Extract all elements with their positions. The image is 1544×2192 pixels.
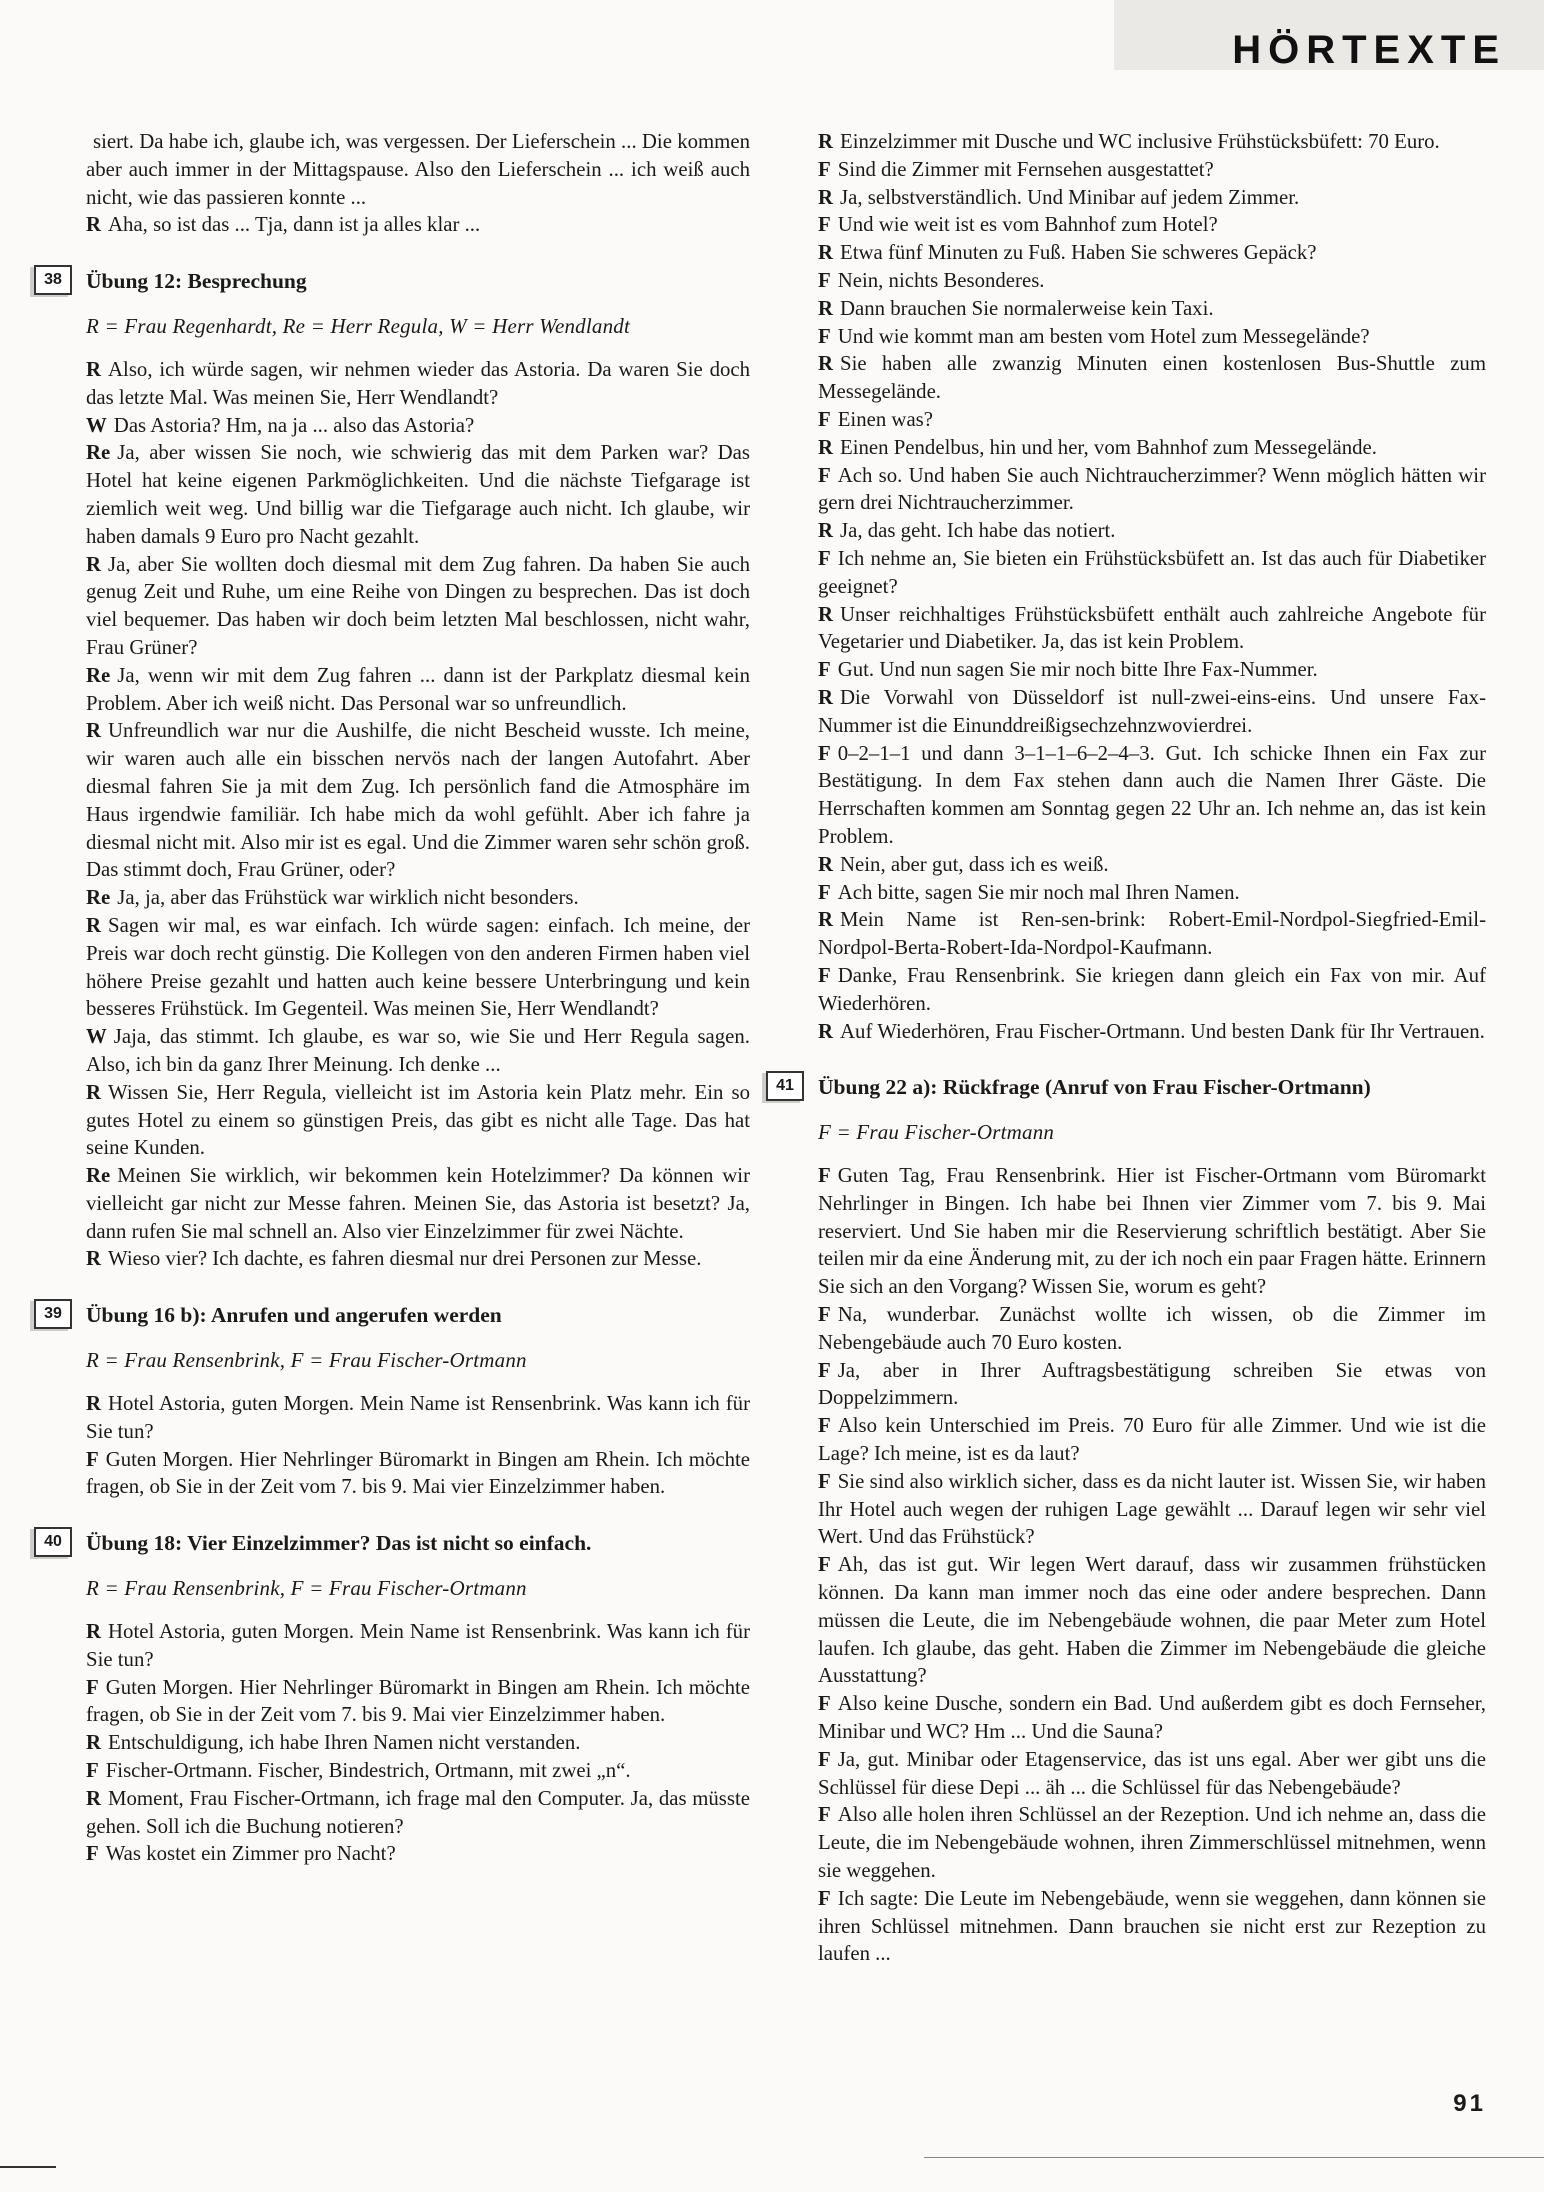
dialogue-text: Nein, nichts Besonderes. [837,268,1045,292]
speaker-label: R [818,296,834,320]
dialogue-line [86,439,750,550]
dialogue-text: Die Vorwahl von Düsseldorf ist null-zwei-eins-eins. Und unsere Fax-Nummer ist die Einunddreißigsechzehnzwovierdrei. [818,685,1486,737]
speaker-label: F [818,1553,831,1577]
section-heading [44,267,750,296]
dialogue-line [86,1446,750,1502]
speaker-label: F [818,1692,831,1716]
dialogue-text: Also alle holen ihren Schlüssel an der Rezeption. Und ich nehme an, dass die Leute, die im Nebengebäude wohnen, ihren Zimmerschlüssel mitnehmen, wenn sie weggehen. [818,1803,1486,1883]
dialogue-line [818,879,1486,907]
dialogue-line [818,1690,1486,1746]
dialogue-line [818,434,1486,462]
speaker-label: F [818,268,831,292]
dialogue-text: Ja, gut. Minibar oder Etagenservice, das ist uns egal. Aber wer gibt uns die Schlüssel für diese Depi ... äh ... die Schlüssel für das Nebengebäude? [818,1747,1486,1799]
dialogue-line [86,1618,750,1674]
speaker-label: R [818,852,834,876]
speaker-label: F [818,407,831,431]
speaker-label: R [818,519,834,543]
speaker-label: R [818,130,834,153]
dialogue-line [86,912,750,1023]
speaker-label: R [818,185,834,209]
dialogue-text: Guten Tag, Frau Rensenbrink. Hier ist Fischer-Ortmann vom Büromarkt Nehrlinger in Bingen. Ich habe bei Ihnen vier Zimmer vom 7. bis 9. Mai reserviert. Und Sie haben mir die Reservierung schriftlich bestätigt. Aber Sie teilen mir da eine Änderung mit, zu der ich noch ein paar Fragen hätte. Erinnern Sie sich an den Vorgang? Wissen Sie, worum es geht? [818,1164,1486,1299]
dialogue-line [818,1018,1486,1046]
dialogue-line [818,1801,1486,1884]
dialogue-line [818,517,1486,545]
dialogue-line [86,1729,750,1757]
speaker-label: F [818,546,831,570]
dialogue-text: Jaja, das stimmt. Ich glaube, es war so, wie Sie und Herr Regula sagen. Also, ich bin da ganz Ihrer Meinung. Ich denke ... [86,1025,750,1076]
speaker-label: F [818,157,831,181]
dialogue-line [818,295,1486,323]
dialogue-text: Wieso vier? Ich dachte, es fahren diesmal nur drei Personen zur Messe. [108,1247,702,1271]
speaker-label: W [86,1025,107,1049]
dialogue-line [86,211,750,239]
dialogue-text: Ah, das ist gut. Wir legen Wert darauf, dass wir zusammen frühstücken können. Da kann man immer noch das eine oder andere besprechen. Dann müssen die Leute, die im Nebengebäude wohnen, die paar Meter zum Hotel laufen. Ich glaube, das geht. Haben die Zimmer im Nebengebäude die gleiche Ausstattung? [818,1553,1486,1688]
dialogue-line [86,128,750,211]
dialogue-text: Was kostet ein Zimmer pro Nacht? [105,1842,396,1866]
dialogue-line [86,412,750,440]
dialogue-line [86,1840,750,1868]
dialogue-line [818,156,1486,184]
dialogue-text: 0–2–1–1 und dann 3–1–1–6–2–4–3. Gut. Ich schicke Ihnen ein Fax zur Bestätigung. In dem Fax stehen dann auch die Namen Ihrer Gäste. Die Herrschaften kommen am Sonntag gegen 22 Uhr an. Ich nehme an, das ist kein Problem. [818,741,1486,848]
speaker-label: R [86,1620,102,1644]
speaker-label: R [86,1786,102,1810]
speaker-label: W [86,413,107,437]
dialogue-line [86,1674,750,1730]
dialogue-text: Sagen wir mal, es war einfach. Ich würde sagen: einfach. Ich meine, der Preis war doch recht günstig. Die Kollegen von den anderen Firmen haben viel höhere Preise gezahlt und hatten auch keine bessere Unterbringung und kein besseres Frühstück. Im Gegenteil. Was meinen Sie, Herr Wendlandt? [86,913,750,1021]
dialogue-text: Ja, ja, aber das Frühstück war wirklich nicht besonders. [117,886,579,910]
speaker-label: F [86,1842,99,1866]
exercise-section [776,1073,1486,1968]
exercise-section [44,1301,750,1501]
dialogue-text: Ja, aber in Ihrer Auftragsbestätigung schreiben Sie etwas von Doppelzimmern. [818,1358,1486,1410]
dialogue-text: Ach bitte, sagen Sie mir noch mal Ihren Namen. [837,880,1240,904]
speaker-label: R [818,1019,834,1043]
speaker-label: F [818,880,831,904]
section-title: Übung 18: Vier Einzelzimmer? Das ist nicht so einfach. [86,1531,592,1556]
dialogue-text: Ja, selbstverständlich. Und Minibar auf jedem Zimmer. [840,185,1300,209]
dialogue-text: Und wie kommt man am besten vom Hotel zum Messegelände? [837,324,1370,348]
speaker-label: F [818,658,831,682]
dialogue-text: Einen was? [837,407,934,431]
track-number-badge: 41 [766,1071,804,1101]
speaker-label: R [818,241,834,265]
dialogue-text: Danke, Frau Rensenbrink. Sie kriegen dann gleich ein Fax von mir. Auf Wiederhören. [818,963,1486,1015]
bottom-rule [924,2157,1544,2158]
dialogue-text: Auf Wiederhören, Frau Fischer-Ortmann. Und besten Dank für Ihr Vertrauen. [840,1019,1485,1043]
speaker-label: R [818,435,834,459]
dialogue-line [818,128,1486,156]
left-column [44,128,750,1868]
speaker-label: F [818,1886,831,1910]
dialogue-line [818,684,1486,740]
dialogue-line [86,356,750,412]
dialogue-line [86,1245,750,1273]
dialogue-text: Aha, so ist das ... Tja, dann ist ja alles klar ... [108,213,481,237]
speaker-roles: R = Frau Rensenbrink, F = Frau Fischer-Ortmann [86,1348,527,1373]
page-number: 91 [1453,2090,1486,2117]
dialogue-line [818,350,1486,406]
dialogue-text: siert. Da habe ich, glaube ich, was vergessen. Der Lieferschein ... Die kommen aber auch immer in der Mittagspause. Also den Lieferschein ... ich weiß auch nicht, wie das passieren konnte ... [86,130,750,209]
speaker-label: F [86,1447,99,1471]
dialogue-line [818,601,1486,657]
dialogue-line [818,323,1486,351]
dialogue-text: Guten Morgen. Hier Nehrlinger Büromarkt in Bingen am Rhein. Ich möchte fragen, ob Sie in der Zeit vom 7. bis 9. Mai vier Einzelzimmer haben. [86,1447,750,1499]
dialogue-text: Mein Name ist Ren-sen-brink: Robert-Emil-Nordpol-Siegfried-Emil-Nordpol-Berta-Robert-Ida-Nordpol-Kaufmann. [818,908,1486,960]
dialogue-text: Moment, Frau Fischer-Ortmann, ich frage mal den Computer. Ja, das müsste gehen. Soll ich die Buchung notieren? [86,1786,750,1838]
dialogue-line [818,1885,1486,1968]
speaker-label: F [86,1759,99,1783]
dialogue-text: Sind die Zimmer mit Fernsehen ausgestattet? [837,157,1214,181]
speaker-label: R [86,357,102,381]
dialogue-line [818,1412,1486,1468]
track-number-badge: 38 [34,265,72,295]
speaker-label: F [818,741,831,765]
speaker-label: R [818,685,834,709]
dialogue-text: Gut. Und nun sagen Sie mir noch bitte Ihre Fax-Nummer. [837,658,1318,682]
page-header-title: HÖRTEXTE [1232,28,1506,72]
dialogue-line [86,1757,750,1785]
dialogue-text: Einen Pendelbus, hin und her, vom Bahnhof zum Messegelände. [840,435,1377,459]
dialogue-text: Na, wunderbar. Zunächst wollte ich wissen, ob die Zimmer im Nebengebäude auch 70 Euro kosten. [818,1303,1486,1354]
dialogue-line [818,1551,1486,1690]
dialogue-text: Also, ich würde sagen, wir nehmen wieder das Astoria. Da waren Sie doch das letzte Mal. Was meinen Sie, Herr Wendlandt? [86,357,750,409]
speaker-label: F [86,1675,99,1699]
dialogue-line [818,1746,1486,1802]
dialogue-text: Sie sind also wirklich sicher, dass es da nicht lauter ist. Wissen Sie, wir haben Ihr Hotel auch wegen der ruhigen Lage gewählt ... Darauf legen wir sehr viel Wert. Und das Frühstück? [818,1469,1486,1549]
dialogue-text: Ja, aber Sie wollten doch diesmal mit dem Zug fahren. Da haben Sie auch genug Zeit und Ruhe, um eine Reihe von Dingen zu besprechen. Das ist doch viel bequemer. Das haben wir doch beim letzten Mal beschlossen, nicht wahr, Frau Grüner? [86,552,750,659]
dialogue-text: Guten Morgen. Hier Nehrlinger Büromarkt in Bingen am Rhein. Ich möchte fragen, ob Sie in der Zeit vom 7. bis 9. Mai vier Einzelzimmer haben. [86,1675,750,1727]
dialogue-text: Fischer-Ortmann. Fischer, Bindestrich, Ortmann, mit zwei „n“. [105,1759,631,1783]
speaker-label: F [818,324,831,348]
dialogue-line [86,662,750,718]
speaker-label: Re [86,886,111,910]
speaker-label: F [818,1469,831,1493]
speaker-label: R [86,1247,102,1271]
dialogue-text: Ich nehme an, Sie bieten ein Frühstücksbüfett an. Ist das auch für Diabetiker geeignet? [818,546,1486,598]
dialogue-line [818,740,1486,851]
speaker-label: F [818,1303,831,1327]
dialogue-line [818,1301,1486,1357]
speaker-label: Re [86,1164,111,1188]
dialogue-line [86,1162,750,1245]
dialogue-text: Und wie weit ist es vom Bahnhof zum Hotel? [837,213,1218,237]
dialogue-text: Wissen Sie, Herr Regula, vielleicht ist im Astoria kein Platz mehr. Ein so gutes Hotel zu einem so günstigen Preis, das gibt es nicht alle Tage. Das hat seine Kunden. [86,1080,750,1160]
dialogue-line [818,267,1486,295]
exercise-section [44,267,750,1273]
dialogue-text: Ich sagte: Die Leute im Nebengebäude, wenn sie weggehen, dann können sie ihren Schlüssel mitnehmen. Dann brauchen sie nicht erst zur Rezeption zu laufen ... [818,1886,1486,1966]
section-heading [776,1073,1486,1102]
track-number-badge: 39 [34,1299,72,1329]
dialogue-line [818,239,1486,267]
dialogue-text: Hotel Astoria, guten Morgen. Mein Name ist Rensenbrink. Was kann ich für Sie tun? [86,1620,750,1671]
dialogue-line [818,906,1486,962]
dialogue-line [818,656,1486,684]
speaker-roles: R = Frau Rensenbrink, F = Frau Fischer-Ortmann [86,1576,527,1601]
dialogue-text: Ja, das geht. Ich habe das notiert. [840,519,1116,543]
dialogue-text: Nein, aber gut, dass ich es weiß. [840,852,1109,876]
speaker-label: R [86,1080,102,1104]
speaker-roles: R = Frau Regenhardt, Re = Herr Regula, W = Herr Wendlandt [86,313,631,338]
section-title: Übung 16 b): Anrufen und angerufen werden [86,1303,502,1328]
dialogue-text: Sie haben alle zwanzig Minuten einen kostenlosen Bus-Shuttle zum Messegelände. [818,352,1486,404]
dialogue-line [86,1785,750,1841]
speaker-label: F [818,1414,831,1438]
speaker-label: R [86,1392,102,1416]
dialogue-line [86,884,750,912]
speaker-label: R [86,913,102,937]
speaker-label: F [818,1747,831,1771]
section-heading [44,1529,750,1558]
section-title: Übung 12: Besprechung [86,269,307,294]
dialogue-text: Also keine Dusche, sondern ein Bad. Und außerdem gibt es doch Fernseher, Minibar und WC? Hm ... Und die Sauna? [818,1692,1486,1744]
dialogue-text: Etwa fünf Minuten zu Fuß. Haben Sie schweres Gepäck? [840,241,1317,265]
speaker-label: Re [86,441,111,465]
dialogue-line [818,184,1486,212]
exercise-section [44,1529,750,1868]
dialogue-line [86,551,750,662]
dialogue-line [818,545,1486,601]
section-heading [44,1301,750,1330]
speaker-label: R [86,1731,102,1755]
speaker-label: R [86,552,102,576]
speaker-label: R [86,213,102,237]
dialogue-line [818,1162,1486,1301]
track-number-badge: 40 [34,1527,72,1557]
dialogue-text: Das Astoria? Hm, na ja ... also das Astoria? [113,413,475,437]
dialogue-line [818,462,1486,518]
bottom-rule-left [0,2166,56,2168]
dialogue-text: Also kein Unterschied im Preis. 70 Euro für alle Zimmer. Und wie ist die Lage? Ich meine, ist es da laut? [818,1414,1486,1466]
right-column [776,128,1486,1968]
dialogue-line [86,1079,750,1162]
dialogue-line [818,851,1486,879]
speaker-label: F [818,463,831,487]
speaker-label: R [818,602,834,626]
dialogue-text: Hotel Astoria, guten Morgen. Mein Name ist Rensenbrink. Was kann ich für Sie tun? [86,1392,750,1443]
dialogue-text: Entschuldigung, ich habe Ihren Namen nicht verstanden. [108,1731,581,1755]
speaker-label: F [818,213,831,237]
speaker-label: R [86,719,102,743]
dialogue-text: Ja, aber wissen Sie noch, wie schwierig das mit dem Parken war? Das Hotel hat keine eigenen Parkmöglichkeiten. Und die nächste Tiefgarage ist ziemlich weit weg. Und billig war die Tiefgarage auch nicht. Ich glaube, wir haben damals 9 Euro pro Nacht gezahlt. [86,441,750,548]
dialogue-line [86,717,750,884]
dialogue-text: Unser reichhaltiges Frühstücksbüfett enthält auch zahlreiche Angebote für Vegetarier und Diabetiker. Ja, das ist kein Problem. [818,602,1486,654]
speaker-label: F [818,1358,831,1382]
dialogue-line [818,962,1486,1018]
dialogue-text: Meinen Sie wirklich, wir bekommen kein Hotelzimmer? Da können wir vielleicht gar nicht zur Messe fahren. Meinen Sie, das Astoria ist besetzt? Ja, dann rufen Sie mal schnell an. Also vier Einzelzimmer für zwei Nächte. [86,1164,750,1243]
dialogue-line [818,1357,1486,1413]
dialogue-line [818,211,1486,239]
dialogue-line [86,1023,750,1079]
speaker-roles: F = Frau Fischer-Ortmann [818,1120,1055,1145]
dialogue-text: Einzelzimmer mit Dusche und WC inclusive Frühstücksbüfett: 70 Euro. [840,130,1440,153]
dialogue-text: Ja, wenn wir mit dem Zug fahren ... dann ist der Parkplatz diesmal kein Problem. Aber ich weiß nicht. Das Personal war so unfreundlich. [86,663,750,715]
dialogue-text: Unfreundlich war nur die Aushilfe, die nicht Bescheid wusste. Ich meine, wir waren auch alle ein bisschen nervös nach der langen Autofahrt. Aber diesmal fahren Sie ja mit dem Zug. Ich persönlich fand die Atmosphäre im Haus irgendwie familiär. Ich habe mich da wohl gefühlt. Aber ich fahre ja diesmal nicht mit. Also mir ist es egal. Und die Zimmer waren sehr schön groß. Das stimmt doch, Frau Grüner, oder? [86,719,750,882]
dialogue-line [818,406,1486,434]
dialogue-text: Dann brauchen Sie normalerweise kein Taxi. [840,296,1214,320]
dialogue-line [86,1390,750,1446]
dialogue-text: Ach so. Und haben Sie auch Nichtraucherzimmer? Wenn möglich hätten wir gern drei Nichtraucherzimmer. [818,463,1486,515]
speaker-label: F [818,963,831,987]
speaker-label: R [818,908,834,932]
dialogue-line [818,1468,1486,1551]
speaker-label: F [818,1164,831,1188]
speaker-label: R [818,352,834,376]
speaker-label: Re [86,663,111,687]
section-title: Übung 22 a): Rückfrage (Anruf von Frau Fischer-Ortmann) [818,1075,1371,1100]
speaker-label: F [818,1803,831,1827]
